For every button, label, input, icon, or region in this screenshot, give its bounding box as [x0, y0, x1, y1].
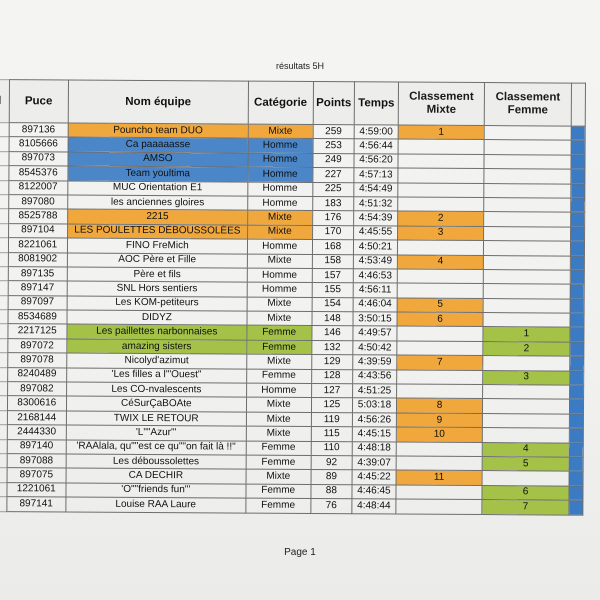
cell-extra: [571, 184, 585, 198]
cell-id: [0, 324, 8, 339]
cell-nom-equipe: Nicolyd'azimut: [66, 353, 246, 368]
cell-temps: 4:56:11: [353, 283, 397, 298]
cell-classement-mixte: 3: [397, 226, 484, 241]
cell-categorie: Femme: [247, 340, 312, 355]
cell-nom-equipe: SNL Hors sentiers: [67, 281, 247, 296]
cell-classement-femme: [483, 428, 570, 443]
cell-classement-mixte: [396, 456, 483, 471]
cell-temps: 4:49:57: [353, 326, 397, 341]
cell-classement-femme: [484, 140, 571, 155]
cell-categorie: Femme: [246, 441, 311, 456]
cell-classement-mixte: 2: [397, 211, 484, 226]
cell-nom-equipe: Louise RAA Laure: [66, 497, 246, 512]
cell-nom-equipe: 'RAAlala, qu""est ce qu""on fait là !!": [66, 440, 246, 455]
cell-extra: [570, 284, 584, 298]
cell-nom-equipe: Les déboussolettes: [66, 454, 246, 469]
cell-categorie: Mixte: [247, 297, 312, 312]
cell-classement-femme: [484, 126, 571, 141]
cell-classement-mixte: [397, 240, 484, 255]
cell-id: [0, 295, 8, 310]
cell-temps: 4:45:15: [352, 427, 396, 442]
cell-points: 225: [312, 182, 354, 197]
cell-points: 125: [311, 398, 353, 413]
cell-temps: 4:57:13: [354, 168, 398, 183]
cell-id: [0, 266, 8, 281]
header-extra-column: [571, 83, 585, 126]
cell-classement-femme: [484, 255, 571, 270]
cell-classement-femme: [483, 313, 570, 328]
cell-temps: 4:51:32: [354, 197, 398, 212]
cell-extra: [570, 270, 584, 284]
cell-extra: [569, 371, 583, 385]
cell-extra: [569, 399, 583, 413]
cell-classement-mixte: [397, 283, 484, 298]
cell-id: [0, 425, 7, 440]
cell-categorie: Mixte: [246, 398, 311, 413]
cell-points: 146: [311, 326, 353, 341]
cell-classement-mixte: [397, 326, 484, 341]
cell-classement-mixte: [398, 168, 485, 183]
cell-classement-mixte: 5: [397, 298, 484, 313]
cell-puce: 897140: [7, 439, 66, 454]
cell-classement-mixte: [398, 139, 485, 154]
cell-nom-equipe: Pouncho team DUO: [68, 123, 248, 138]
header-classement-femme: Classement Femme: [484, 83, 571, 127]
cell-classement-femme: [484, 197, 571, 212]
cell-classement-femme: [484, 169, 571, 184]
header-nom-equipe: Nom équipe: [68, 80, 248, 124]
cell-extra: [570, 198, 584, 212]
cell-classement-mixte: [397, 197, 484, 212]
cell-categorie: Mixte: [246, 412, 311, 427]
cell-extra: [570, 227, 584, 241]
cell-temps: 4:56:26: [353, 413, 397, 428]
header-id: [0, 80, 9, 123]
cell-puce: 8534689: [8, 310, 67, 325]
cell-points: 76: [310, 499, 352, 514]
cell-puce: 8525788: [8, 209, 67, 224]
cell-classement-femme: [484, 241, 571, 256]
cell-points: 110: [311, 441, 353, 456]
cell-extra: [569, 414, 583, 428]
cell-extra: [570, 328, 584, 342]
cell-classement-femme: 2: [483, 341, 570, 356]
cell-points: 119: [311, 412, 353, 427]
header-points: Points: [313, 81, 355, 124]
cell-temps: 4:46:53: [353, 269, 397, 284]
results-body: [0, 123, 585, 515]
cell-puce: 897080: [9, 195, 68, 210]
cell-extra: [569, 471, 583, 485]
cell-puce: 897097: [8, 295, 67, 310]
cell-categorie: Homme: [247, 282, 312, 297]
cell-puce: 897147: [8, 281, 67, 296]
cell-classement-mixte: [398, 154, 485, 169]
cell-classement-femme: [484, 183, 571, 198]
cell-temps: 4:45:22: [352, 470, 396, 485]
cell-classement-femme: [483, 385, 570, 400]
cell-nom-equipe: Les CO-nvalescents: [66, 382, 246, 397]
header-row: [0, 80, 585, 127]
cell-categorie: Mixte: [247, 311, 312, 326]
cell-extra: [569, 428, 583, 442]
cell-categorie: Mixte: [248, 124, 313, 139]
cell-puce: 897073: [9, 151, 68, 166]
cell-puce: 2444330: [7, 425, 66, 440]
cell-categorie: Homme: [248, 196, 313, 211]
cell-classement-mixte: [397, 269, 484, 284]
cell-classement-femme: [483, 399, 570, 414]
cell-points: 259: [313, 124, 355, 139]
cell-id: [0, 151, 9, 166]
cell-classement-femme: [483, 298, 570, 313]
cell-puce: 8240489: [7, 367, 66, 382]
cell-temps: 4:50:42: [353, 341, 397, 356]
cell-classement-femme: 4: [482, 442, 569, 457]
cell-puce: 897072: [8, 338, 67, 353]
cell-temps: 3:50:15: [353, 312, 397, 327]
cell-classement-mixte: 9: [396, 413, 483, 428]
cell-extra: [570, 299, 584, 313]
header-classement-mixte: Classement Mixte: [398, 82, 485, 126]
cell-nom-equipe: DIDYZ: [67, 310, 247, 325]
cell-classement-mixte: [396, 384, 483, 399]
cell-categorie: Femme: [246, 498, 311, 513]
cell-nom-equipe: AMSO: [68, 152, 248, 167]
cell-temps: 4:48:18: [352, 441, 396, 456]
cell-puce: 897088: [7, 454, 66, 469]
cell-id: [0, 396, 7, 411]
cell-temps: 4:59:00: [354, 125, 398, 140]
cell-puce: 1221061: [7, 482, 66, 497]
cell-extra: [570, 241, 584, 255]
cell-points: 157: [312, 268, 354, 283]
cell-categorie: Femme: [246, 455, 311, 470]
cell-nom-equipe: amazing sisters: [67, 339, 247, 354]
cell-puce: 2217125: [8, 324, 67, 339]
cell-classement-mixte: 11: [396, 470, 483, 485]
cell-categorie: Mixte: [246, 426, 311, 441]
cell-nom-equipe: CéSurÇaBOAte: [66, 396, 246, 411]
cell-classement-femme: 6: [482, 485, 569, 500]
cell-temps: 4:43:56: [353, 369, 397, 384]
cell-nom-equipe: TWIX LE RETOUR: [66, 411, 246, 426]
cell-temps: 4:51:25: [353, 384, 397, 399]
cell-puce: 897075: [7, 468, 66, 483]
cell-puce: 8122007: [9, 180, 68, 195]
cell-extra: [571, 169, 585, 183]
cell-temps: 5:03:18: [353, 398, 397, 413]
cell-temps: 4:50:21: [354, 240, 398, 255]
cell-puce: 897104: [8, 223, 67, 238]
cell-nom-equipe: MUC Orientation E1: [68, 181, 248, 196]
cell-classement-femme: [483, 284, 570, 299]
cell-puce: 8300616: [7, 396, 66, 411]
cell-temps: 4:54:39: [354, 211, 398, 226]
cell-categorie: Mixte: [246, 469, 311, 484]
cell-nom-equipe: 2215: [67, 209, 247, 224]
cell-categorie: Femme: [247, 369, 312, 384]
header-categorie: Catégorie: [248, 81, 313, 124]
cell-categorie: Homme: [247, 268, 312, 283]
cell-classement-femme: [484, 269, 571, 284]
cell-puce: 897135: [8, 267, 67, 282]
cell-puce: 897082: [7, 382, 66, 397]
cell-points: 158: [312, 254, 354, 269]
cell-points: 127: [311, 384, 353, 399]
cell-id: [0, 180, 9, 195]
cell-points: 132: [311, 340, 353, 355]
cell-extra: [571, 140, 585, 154]
cell-categorie: Mixte: [247, 225, 312, 240]
cell-id: [0, 137, 9, 152]
cell-extra: [571, 126, 585, 140]
cell-points: 88: [310, 484, 352, 499]
cell-temps: 4:46:45: [352, 485, 396, 500]
cell-puce: 897136: [9, 123, 68, 138]
cell-points: 128: [311, 369, 353, 384]
cell-classement-femme: 3: [483, 370, 570, 385]
cell-classement-mixte: [396, 499, 483, 514]
cell-temps: 4:39:59: [353, 355, 397, 370]
cell-extra: [571, 155, 585, 169]
cell-temps: 4:56:44: [354, 139, 398, 154]
cell-nom-equipe: Ca paaaaasse: [68, 137, 248, 152]
cell-temps: 4:53:49: [354, 254, 398, 269]
cell-puce: 8221061: [8, 238, 67, 253]
cell-classement-mixte: 8: [396, 398, 483, 413]
cell-categorie: Homme: [248, 182, 313, 197]
cell-extra: [569, 385, 583, 399]
cell-id: [0, 382, 7, 397]
cell-points: 168: [312, 240, 354, 255]
cell-classement-mixte: 1: [398, 125, 485, 140]
cell-nom-equipe: 'Les filles a l'"Ouest": [66, 368, 246, 383]
cell-categorie: Homme: [247, 239, 312, 254]
cell-nom-equipe: CA DECHIR: [66, 468, 246, 483]
cell-temps: 4:48:44: [352, 499, 396, 514]
cell-puce: 8105666: [9, 137, 68, 152]
cell-categorie: Mixte: [247, 354, 312, 369]
cell-categorie: Mixte: [247, 254, 312, 269]
cell-points: 249: [312, 153, 354, 168]
cell-temps: 4:54:49: [354, 182, 398, 197]
cell-points: 154: [312, 297, 354, 312]
cell-puce: 8545376: [9, 166, 68, 181]
cell-nom-equipe: 'L""Azur"': [66, 425, 246, 440]
cell-temps: 4:39:07: [352, 456, 396, 471]
cell-classement-mixte: [396, 485, 483, 500]
cell-points: 89: [311, 470, 353, 485]
cell-extra: [570, 356, 584, 370]
cell-id: [0, 238, 8, 253]
cell-nom-equipe: les anciennes gloires: [67, 195, 247, 210]
cell-extra: [570, 342, 584, 356]
cell-id: [0, 209, 9, 224]
cell-nom-equipe: 'O""friends fun"': [66, 483, 246, 498]
cell-categorie: Homme: [248, 167, 313, 182]
cell-extra: [569, 486, 583, 500]
cell-puce: 8081902: [8, 252, 67, 267]
cell-nom-equipe: Les KOM-petiteurs: [67, 296, 247, 311]
cell-id: [0, 338, 8, 353]
cell-classement-femme: [483, 413, 570, 428]
cell-points: 148: [312, 312, 354, 327]
cell-temps: 4:56:20: [354, 154, 398, 169]
cell-points: 115: [311, 427, 353, 442]
cell-id: [0, 252, 8, 267]
cell-nom-equipe: Team youltima: [68, 166, 248, 181]
cell-classement-mixte: [397, 341, 484, 356]
cell-classement-femme: [484, 212, 571, 227]
page-number: Page 1: [284, 547, 316, 558]
cell-nom-equipe: Les paillettes narbonnaises: [67, 324, 247, 339]
cell-points: 227: [312, 168, 354, 183]
cell-id: [0, 410, 7, 425]
cell-id: [0, 310, 8, 325]
cell-classement-femme: [483, 356, 570, 371]
cell-points: 155: [312, 283, 354, 298]
cell-id: [0, 281, 8, 296]
cell-nom-equipe: LES POULETTES DÉBOUSSOLÉES: [67, 224, 247, 239]
cell-nom-equipe: FINO FreMich: [67, 238, 247, 253]
cell-extra: [569, 500, 583, 514]
cell-nom-equipe: Père et fils: [67, 267, 247, 282]
cell-classement-mixte: 7: [396, 355, 483, 370]
cell-points: 170: [312, 225, 354, 240]
cell-points: 92: [311, 455, 353, 470]
cell-classement-mixte: 4: [397, 255, 484, 270]
table-row: [0, 497, 583, 515]
cell-categorie: Homme: [248, 153, 313, 168]
cell-id: [0, 123, 9, 138]
cell-points: 176: [312, 211, 354, 226]
cell-puce: 2168144: [7, 410, 66, 425]
cell-id: [0, 367, 8, 382]
cell-categorie: Homme: [248, 138, 313, 153]
cell-classement-femme: 1: [483, 327, 570, 342]
cell-puce: 897141: [7, 497, 66, 512]
cell-id: [0, 223, 8, 238]
cell-extra: [570, 256, 584, 270]
cell-classement-mixte: [398, 183, 485, 198]
cell-id: [0, 353, 8, 368]
cell-extra: [570, 313, 584, 327]
cell-id: [0, 194, 9, 209]
cell-categorie: Homme: [246, 383, 311, 398]
cell-classement-femme: 7: [482, 500, 569, 515]
header-temps: Temps: [354, 82, 398, 125]
cell-classement-femme: [484, 226, 571, 241]
cell-puce: 897078: [8, 353, 67, 368]
results-table: [0, 79, 586, 515]
header-puce: Puce: [9, 80, 68, 123]
cell-nom-equipe: AOC Père et Fille: [67, 253, 247, 268]
cell-categorie: Femme: [246, 484, 311, 499]
cell-points: 183: [312, 196, 354, 211]
cell-points: 129: [311, 355, 353, 370]
cell-categorie: Mixte: [248, 210, 313, 225]
document-title: résultats 5H: [275, 61, 325, 71]
cell-classement-mixte: 6: [397, 312, 484, 327]
cell-classement-mixte: [396, 442, 483, 457]
cell-extra: [569, 457, 583, 471]
cell-categorie: Femme: [247, 326, 312, 341]
cell-id: [0, 166, 9, 181]
cell-classement-mixte: [396, 370, 483, 385]
cell-temps: 4:45:55: [354, 225, 398, 240]
cell-classement-femme: [484, 154, 571, 169]
cell-temps: 4:46:04: [353, 297, 397, 312]
cell-extra: [569, 443, 583, 457]
cell-points: 253: [313, 139, 355, 154]
cell-classement-mixte: 10: [396, 427, 483, 442]
cell-classement-femme: [482, 471, 569, 486]
cell-classement-femme: 5: [482, 457, 569, 472]
cell-extra: [570, 212, 584, 226]
